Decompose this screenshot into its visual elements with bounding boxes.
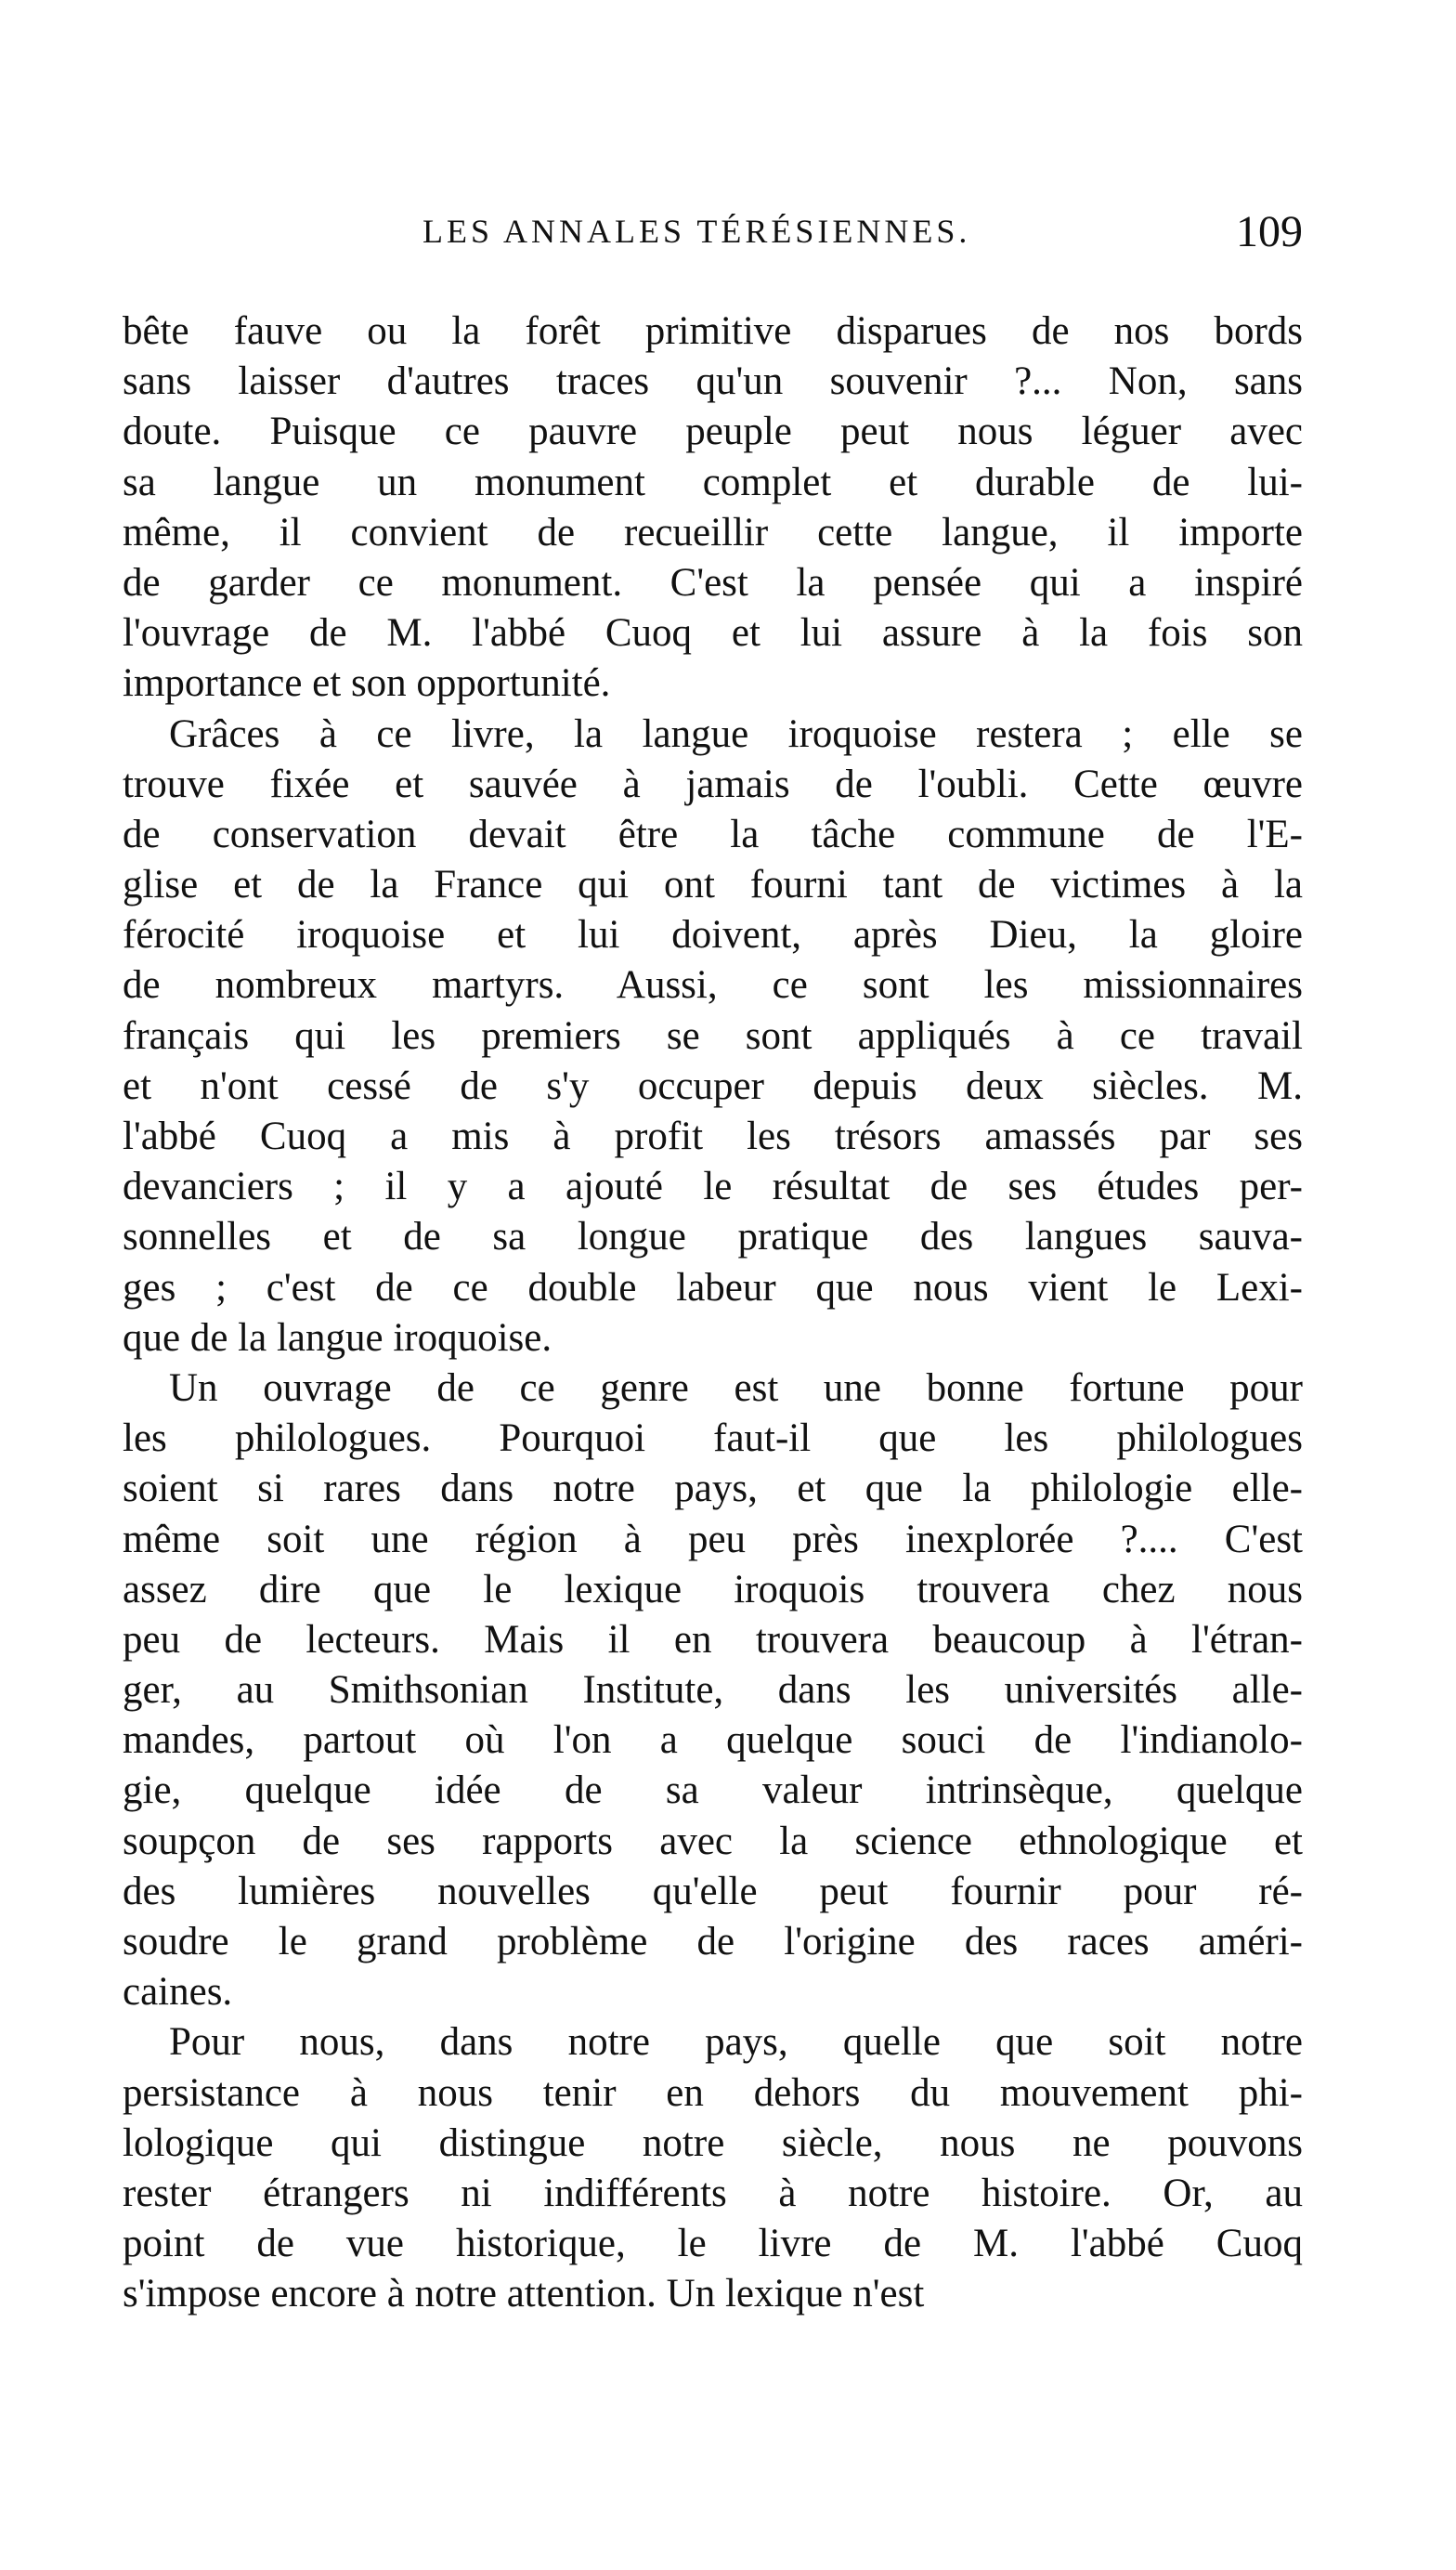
text-line: importance et son opportunité. [123, 661, 611, 706]
text-line: mandes, partout où l'on a quelque souci de l'indianolo- [123, 1718, 1303, 1763]
text-line: s'impose encore à notre attention. Un lexique n'est [123, 2272, 925, 2316]
text-line: de garder ce monument. C'est la pensée qui a inspiré [123, 560, 1303, 605]
text-line: ger, au Smithsonian Institute, dans les universités alle- [123, 1668, 1303, 1713]
paragraph [123, 710, 1303, 1363]
body-text [123, 307, 1303, 2320]
text-line: assez dire que le lexique iroquois trouvera chez nous [123, 1567, 1303, 1611]
text-line: de conservation devait être la tâche commune de l'E- [123, 812, 1303, 856]
text-line: l'ouvrage de M. l'abbé Cuoq et lui assure à la fois son [123, 611, 1303, 656]
running-head: LES ANNALES TÉRÉSIENNES. [422, 213, 971, 250]
text-line: glise et de la France qui ont fourni tant de victimes à la [123, 863, 1303, 907]
text-line: rester étrangers ni indifférents à notre histoire. Or, au [123, 2171, 1303, 2215]
text-line: point de vue historique, le livre de M. l'abbé Cuoq [123, 2222, 1303, 2266]
text-line: devanciers ; il y a ajouté le résultat de ses études per- [123, 1165, 1303, 1209]
text-line: même, il convient de recueillir cette langue, il importe [123, 510, 1303, 554]
text-line: sans laisser d'autres traces qu'un souvenir ?... Non, sans [123, 359, 1303, 404]
page-number: 109 [1236, 207, 1303, 256]
text-line: de nombreux martyrs. Aussi, ce sont les missionnaires [123, 963, 1303, 1008]
text-line: des lumières nouvelles qu'elle peut fournir pour ré- [123, 1869, 1303, 1913]
text-line: trouve fixée et sauvée à jamais de l'oubli. Cette œuvre [123, 762, 1303, 806]
text-line: sonnelles et de sa longue pratique des langues sauva- [123, 1215, 1303, 1259]
text-line: caines. [123, 1970, 233, 2015]
text-line: l'abbé Cuoq a mis à profit les trésors amassés par ses [123, 1115, 1303, 1158]
paragraph [123, 2017, 1303, 2319]
text-line: soudre le grand problème de l'origine des races améri- [123, 1920, 1303, 1963]
text-line: gie, quelque idée de sa valeur intrinsèque, quelque [123, 1768, 1303, 1813]
text-line: les philologues. Pourquoi faut-il que les philologues [123, 1416, 1303, 1461]
text-line: Pour nous, dans notre pays, quelle que soit notre [169, 2020, 1303, 2065]
text-line: peu de lecteurs. Mais il en trouvera beaucoup à l'étran- [123, 1617, 1303, 1662]
text-line: soupçon de ses rapports avec la science ethnologique et [123, 1819, 1303, 1863]
text-line: soient si rares dans notre pays, et que la philologie elle- [123, 1467, 1303, 1511]
paragraph [123, 1363, 1303, 2017]
text-line: lologique qui distingue notre siècle, nous ne pouvons [123, 2120, 1303, 2165]
text-line: sa langue un monument complet et durable de lui- [123, 460, 1303, 504]
text-line: et n'ont cessé de s'y occuper depuis deux siècles. M. [123, 1063, 1303, 1108]
text-line: bête fauve ou la forêt primitive disparues de nos bords [123, 309, 1303, 353]
text-line: Grâces à ce livre, la langue iroquoise restera ; elle se [169, 711, 1303, 756]
page-header [422, 206, 1303, 262]
paragraph [123, 307, 1303, 710]
text-line: férocité iroquoise et lui doivent, après Dieu, la gloire [123, 913, 1303, 958]
text-line: persistance à nous tenir en dehors du mouvement phi- [123, 2070, 1303, 2115]
text-line: doute. Puisque ce pauvre peuple peut nous léguer avec [123, 410, 1303, 454]
text-line: français qui les premiers se sont appliqués à ce travail [123, 1013, 1303, 1058]
text-line: même soit une région à peu près inexplorée ?.... C'est [123, 1517, 1303, 1561]
text-line: ges ; c'est de ce double labeur que nous vient le Lexi- [123, 1265, 1303, 1310]
text-line: Un ouvrage de ce genre est une bonne fortune pour [169, 1365, 1303, 1410]
text-line: que de la langue iroquoise. [123, 1315, 552, 1360]
